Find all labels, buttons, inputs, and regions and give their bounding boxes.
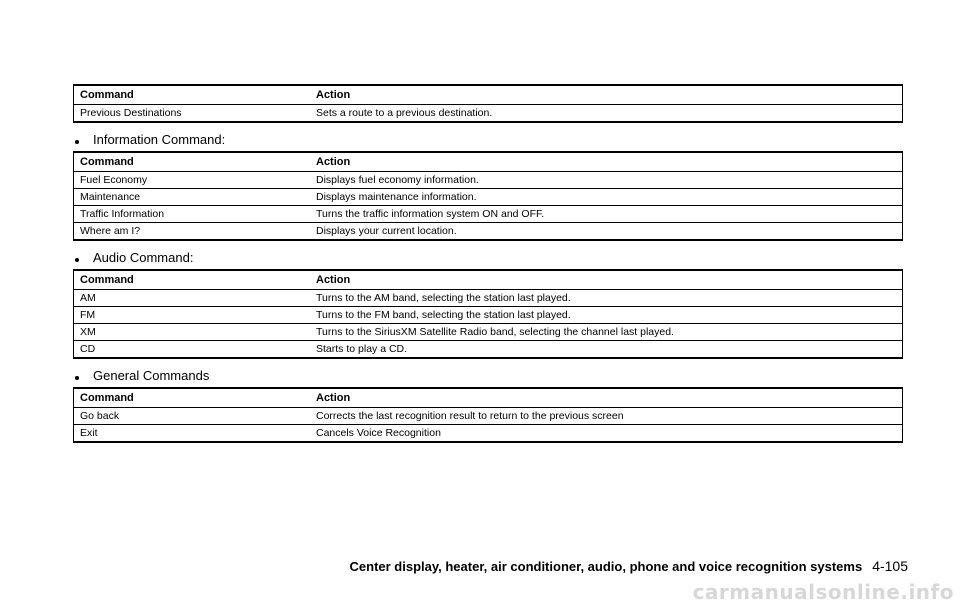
action-cell: Starts to play a CD. xyxy=(316,343,408,355)
table-header xyxy=(74,389,902,407)
page-number: 4-105 xyxy=(872,558,908,574)
table-row xyxy=(74,407,902,424)
action-cell: Turns to the FM band, selecting the station last played. xyxy=(316,309,571,321)
column-header-command: Command xyxy=(80,156,134,168)
table-row xyxy=(74,340,902,357)
action-cell: Turns to the AM band, selecting the station last played. xyxy=(316,292,571,304)
action-cell: Displays fuel economy information. xyxy=(316,174,479,186)
section-title: Audio Command: xyxy=(93,250,194,265)
column-header-action: Action xyxy=(316,89,351,101)
command-cell: XM xyxy=(80,326,96,338)
action-cell: Corrects the last recognition result to return to the previous screen xyxy=(316,410,624,422)
table-row xyxy=(74,188,902,205)
page-footer xyxy=(350,558,908,574)
column-header-action: Action xyxy=(316,156,351,168)
action-cell: Turns to the SiriusXM Satellite Radio band, selecting the channel last played. xyxy=(316,326,674,338)
command-cell: Where am I? xyxy=(80,225,141,237)
command-cell: AM xyxy=(80,292,96,304)
action-cell: Displays maintenance information. xyxy=(316,191,477,203)
command-table-2 xyxy=(73,151,903,241)
command-cell: CD xyxy=(80,343,96,355)
table-row xyxy=(74,289,902,306)
command-table-3 xyxy=(73,269,903,359)
section-title: Information Command: xyxy=(93,132,226,147)
column-header-command: Command xyxy=(80,392,134,404)
table-row xyxy=(74,222,902,239)
table-row xyxy=(74,323,902,340)
command-cell: Traffic Information xyxy=(80,208,165,220)
command-table-4 xyxy=(73,387,903,443)
action-cell: Turns the traffic information system ON and OFF. xyxy=(316,208,545,220)
table-header xyxy=(74,271,902,289)
column-header-command: Command xyxy=(80,274,134,286)
command-cell: Maintenance xyxy=(80,191,141,203)
watermark: carmanualsonline.info xyxy=(692,580,954,604)
table-row xyxy=(74,424,902,441)
table-header xyxy=(74,153,902,171)
section-heading-information xyxy=(73,132,225,147)
command-cell: Go back xyxy=(80,410,120,422)
table-row xyxy=(74,205,902,222)
action-cell: Sets a route to a previous destination. xyxy=(316,107,493,119)
column-header-command: Command xyxy=(80,89,134,101)
action-cell: Displays your current location. xyxy=(316,225,457,237)
column-header-action: Action xyxy=(316,392,351,404)
footer-section-title: Center display, heater, air conditioner, audio, phone and voice recognition systems xyxy=(349,559,863,574)
table-row xyxy=(74,104,902,121)
table-row xyxy=(74,171,902,188)
bullet-icon xyxy=(75,258,79,262)
bullet-icon xyxy=(75,376,79,380)
action-cell: Cancels Voice Recognition xyxy=(316,427,441,439)
bullet-icon xyxy=(75,140,79,144)
section-heading-general xyxy=(73,368,209,383)
command-cell: FM xyxy=(80,309,96,321)
column-header-action: Action xyxy=(316,274,351,286)
section-heading-audio xyxy=(73,250,193,265)
section-title: General Commands xyxy=(93,368,210,383)
command-cell: Exit xyxy=(80,427,98,439)
command-cell: Fuel Economy xyxy=(80,174,148,186)
table-header xyxy=(74,86,902,104)
table-row xyxy=(74,306,902,323)
command-cell: Previous Destinations xyxy=(80,107,182,119)
command-table-1 xyxy=(73,84,903,123)
